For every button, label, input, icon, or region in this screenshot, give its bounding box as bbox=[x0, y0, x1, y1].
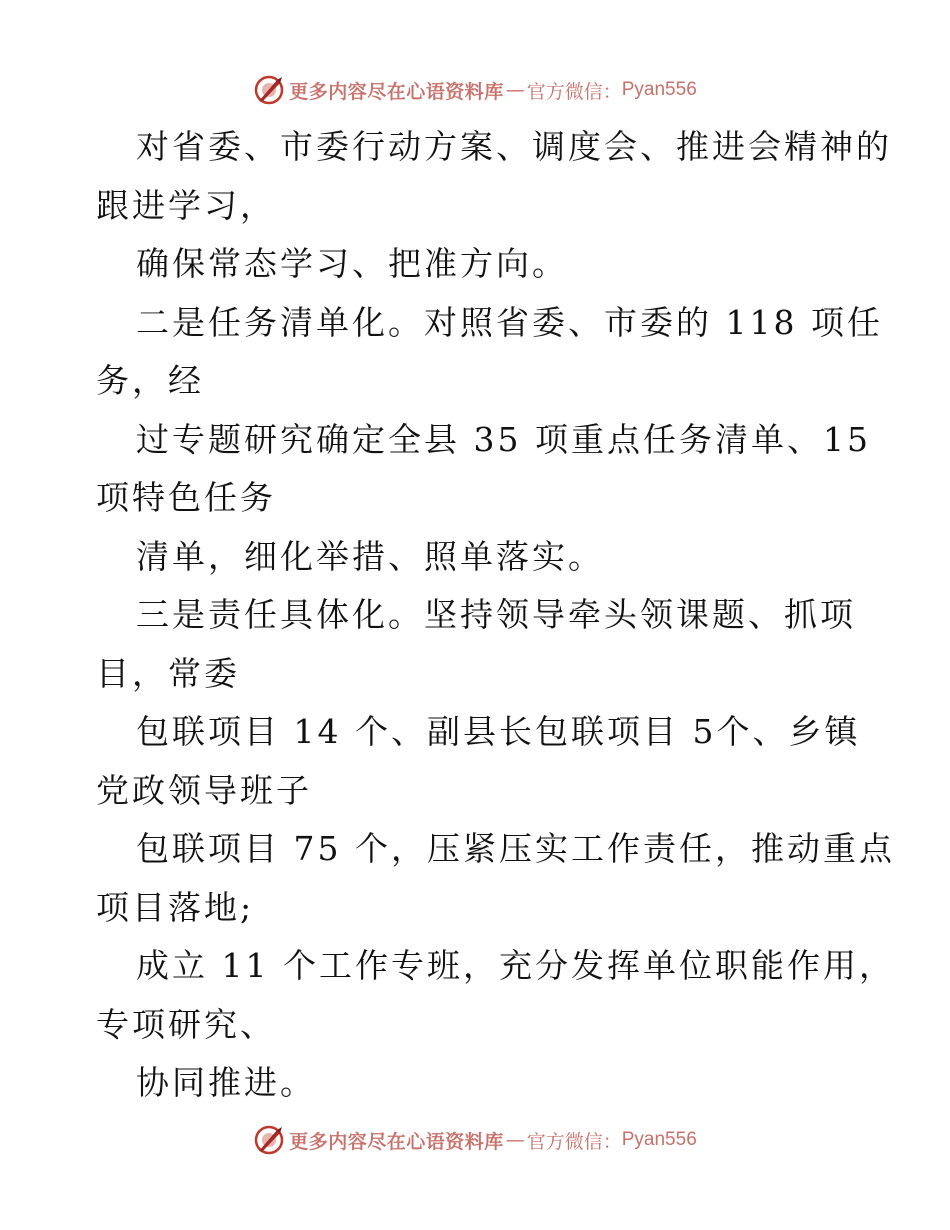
paragraph-line: 确保常态学习、把准方向。 bbox=[136, 244, 568, 283]
banner-separator: — bbox=[505, 1129, 525, 1151]
paragraph-line: 专项研究、 bbox=[96, 1004, 276, 1044]
paragraph-line: 包联项目 75 个，压紧压实工作责任，推动重点 bbox=[136, 829, 895, 868]
paragraph-line: 协同推进。 bbox=[136, 1063, 316, 1102]
header-banner bbox=[0, 70, 950, 110]
banner-wechat-label: 官方微信： bbox=[526, 1130, 622, 1153]
banner-wechat-id: Pyan556 bbox=[621, 79, 697, 100]
paragraph-line: 过专题研究确定全县 35 项重点任务清单、15 bbox=[136, 419, 871, 459]
banner-title: 更多内容尽在心语资料库 bbox=[289, 1130, 504, 1153]
feather-pen-logo-icon bbox=[253, 1124, 285, 1156]
paragraph-line: 成立 11 个工作专班，充分发挥单位职能作用， bbox=[136, 946, 895, 985]
document-body bbox=[96, 118, 895, 1113]
banner-wechat-label: 官方微信： bbox=[526, 80, 622, 103]
paragraph-line: 三是责任具体化。坚持领导牵头领课题、抓项 bbox=[136, 595, 856, 634]
paragraph-line: 党政领导班子 bbox=[96, 770, 312, 810]
banner-separator: — bbox=[505, 79, 525, 101]
paragraph-line: 包联项目 14 个、副县长包联项目 5个、乡镇 bbox=[136, 712, 861, 751]
paragraph-line: 清单，细化举措、照单落实。 bbox=[136, 536, 604, 576]
paragraph-line: 对省委、市委行动方案、调度会、推进会精神的 bbox=[136, 127, 892, 166]
paragraph-line: 目，常委 bbox=[96, 653, 240, 693]
paragraph-line: 项目落地; bbox=[96, 887, 255, 927]
footer-banner bbox=[0, 1120, 950, 1160]
banner-title: 更多内容尽在心语资料库 bbox=[289, 80, 504, 103]
paragraph-line: 项特色任务 bbox=[96, 478, 276, 517]
feather-pen-logo-icon bbox=[253, 74, 285, 106]
paragraph-line: 务，经 bbox=[96, 361, 204, 400]
banner-wechat-id: Pyan556 bbox=[621, 1129, 697, 1150]
paragraph-line: 跟进学习， bbox=[96, 185, 276, 225]
paragraph-line: 二是任务清单化。对照省委、市委的 118 项任 bbox=[136, 302, 883, 342]
